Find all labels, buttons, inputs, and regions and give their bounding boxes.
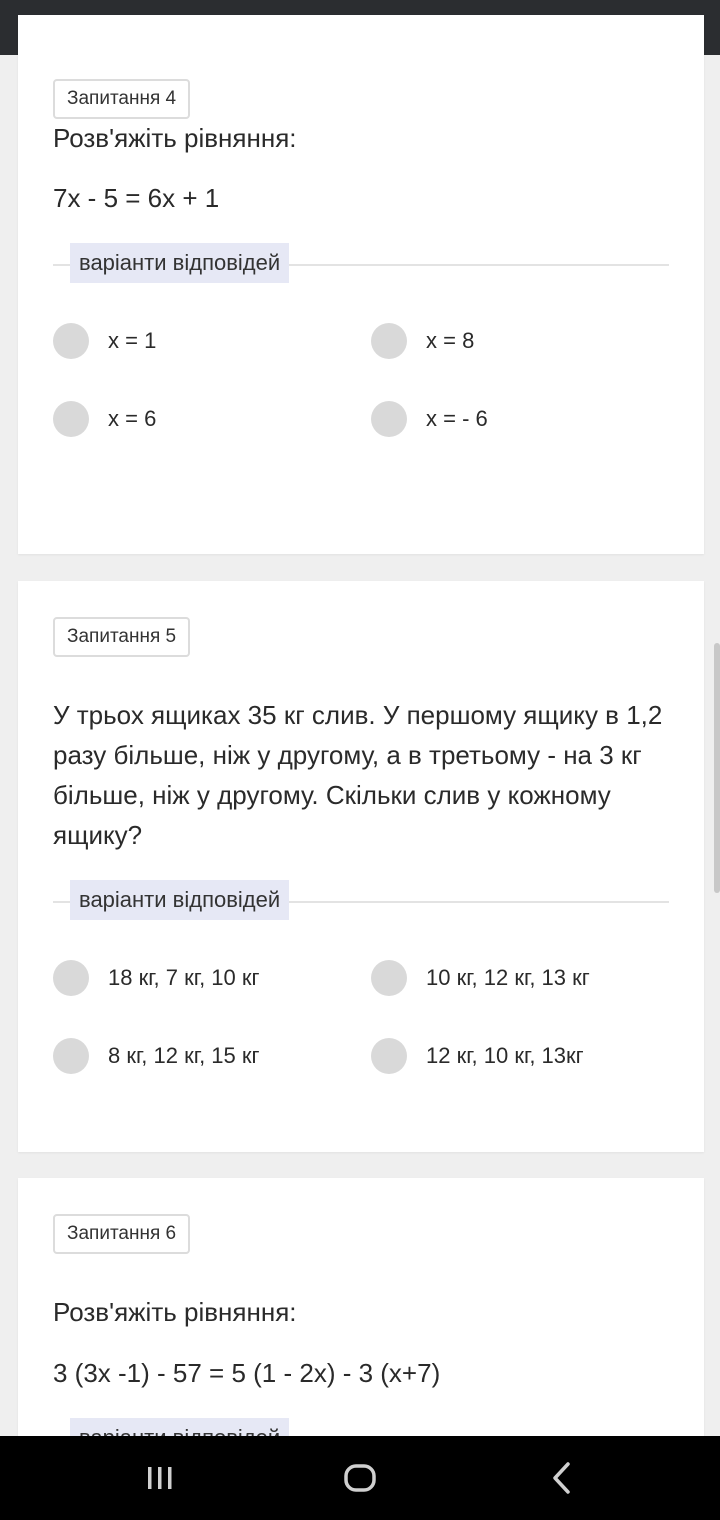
question-card-4 — [18, 15, 704, 554]
answer-option[interactable] — [53, 323, 156, 359]
answers-divider — [53, 243, 669, 283]
home-icon[interactable] — [340, 1458, 380, 1498]
question-tag: Запитання 6 — [53, 1214, 190, 1254]
answer-label: x = - 6 — [426, 406, 488, 431]
recents-icon[interactable] — [140, 1458, 180, 1498]
radio-button[interactable] — [53, 1038, 89, 1074]
answer-option[interactable] — [53, 1038, 260, 1074]
answer-option[interactable] — [53, 960, 260, 996]
radio-button[interactable] — [371, 1038, 407, 1074]
question-equation: 3 (3x -1) - 57 = 5 (1 - 2x) - 3 (x+7) — [53, 1358, 441, 1388]
quiz-content[interactable] — [0, 55, 720, 1436]
radio-button[interactable] — [371, 401, 407, 437]
answer-option[interactable] — [371, 1038, 584, 1074]
radio-button[interactable] — [371, 960, 407, 996]
radio-button[interactable] — [53, 401, 89, 437]
radio-button[interactable] — [53, 960, 89, 996]
question-prompt: У трьох ящиках 35 кг слив. У першому ящику в 1,2 разу більше, ніж у другому, а в третьому - на 3 кг більше, ніж у другому. Скільки слив у кожному ящику? — [53, 700, 663, 850]
answers-label: варіанти відповідей — [70, 243, 289, 283]
answer-option[interactable] — [371, 323, 474, 359]
question-prompt: Розв'яжіть рівняння: — [53, 123, 297, 153]
radio-button[interactable] — [371, 323, 407, 359]
answer-label: x = 8 — [426, 328, 475, 353]
answer-label: 10 кг, 12 кг, 13 кг — [426, 965, 590, 990]
answer-label: x = 6 — [108, 406, 157, 431]
answer-label: 18 кг, 7 кг, 10 кг — [108, 965, 260, 990]
radio-button[interactable] — [53, 323, 89, 359]
question-equation: 7x - 5 = 6x + 1 — [53, 183, 220, 213]
answers-divider — [53, 880, 669, 920]
back-icon[interactable] — [542, 1458, 582, 1498]
question-card-5 — [18, 581, 704, 1152]
answer-option[interactable] — [371, 960, 590, 996]
answers-label: варіанти відповідей — [70, 880, 289, 920]
navigation-bar — [0, 1436, 720, 1520]
question-tag: Запитання 4 — [53, 79, 190, 119]
answer-option[interactable] — [371, 401, 488, 437]
answer-label: x = 1 — [108, 328, 157, 353]
answer-option[interactable] — [53, 401, 156, 437]
answer-label: 8 кг, 12 кг, 15 кг — [108, 1043, 260, 1068]
scrollbar[interactable] — [714, 643, 720, 893]
question-tag: Запитання 5 — [53, 617, 190, 657]
question-card-6 — [18, 1178, 704, 1478]
answer-label: 12 кг, 10 кг, 13кг — [426, 1043, 584, 1068]
question-prompt: Розв'яжіть рівняння: — [53, 1297, 297, 1327]
